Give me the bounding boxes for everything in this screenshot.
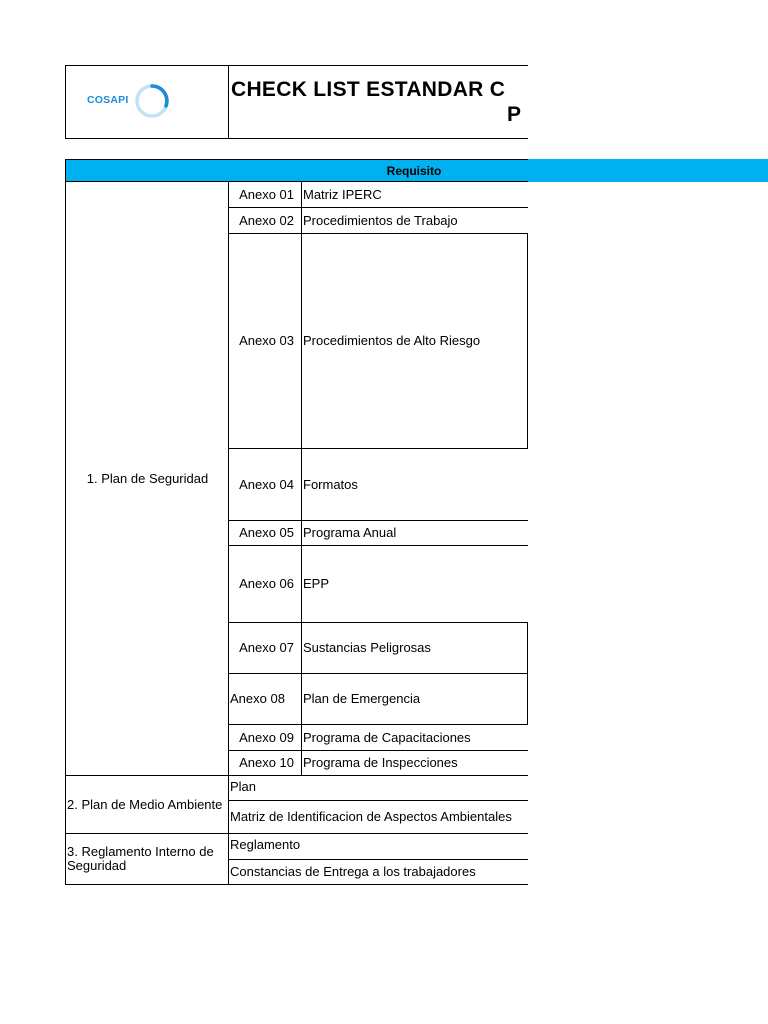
annex-code-10: Anexo 10 (228, 750, 302, 776)
annex-name-01: Matriz IPERC (301, 182, 528, 208)
item-plan: Plan (228, 775, 528, 801)
item-matriz-aspectos: Matriz de Identificacion de Aspectos Ambientales (228, 800, 528, 834)
annex-name-04: Formatos (301, 448, 528, 521)
annex-code-06: Anexo 06 (228, 545, 302, 623)
annex-name-02: Procedimientos de Trabajo (301, 207, 528, 234)
cosapi-ring-icon (133, 82, 171, 120)
annex-code-01: Anexo 01 (228, 182, 302, 208)
annex-name-03: Procedimientos de Alto Riesgo (301, 233, 528, 449)
annex-code-08: Anexo 08 (228, 673, 302, 725)
document-header (65, 65, 528, 139)
annex-code-09: Anexo 09 (228, 724, 302, 751)
annex-code-05: Anexo 05 (228, 520, 302, 546)
section-plan-medio-ambiente (65, 775, 229, 834)
section-label: 1. Plan de Seguridad (86, 471, 209, 486)
annex-code-02: Anexo 02 (228, 207, 302, 234)
annex-name-10: Programa de Inspecciones (301, 750, 528, 776)
annex-name-09: Programa de Capacitaciones (301, 724, 528, 751)
annex-code-04: Anexo 04 (228, 448, 302, 521)
annex-code-03: Anexo 03 (228, 233, 302, 449)
annex-name-05: Programa Anual (301, 520, 528, 546)
section-label-line2: Seguridad (67, 857, 127, 873)
section-reglamento-interno (65, 833, 229, 885)
section-plan-seguridad (65, 182, 229, 776)
annex-name-06: EPP (301, 545, 528, 623)
logo-cell (66, 66, 229, 138)
section-label: 2. Plan de Medio Ambiente (67, 796, 223, 812)
item-reglamento: Reglamento (228, 833, 528, 860)
title-area (229, 66, 529, 138)
section-label-line1: 3. Reglamento Interno de (67, 843, 214, 859)
item-constancias-entrega: Constancias de Entrega a los trabajadores (228, 859, 528, 885)
annex-name-07: Sustancias Peligrosas (301, 622, 528, 674)
requirement-header-label: Requisito (386, 163, 442, 178)
document-title-line2: P (507, 103, 522, 126)
annex-code-07: Anexo 07 (228, 622, 302, 674)
annex-name-08: Plan de Emergencia (301, 673, 528, 725)
document-title: CHECK LIST ESTANDAR C (231, 78, 506, 101)
company-logo-text: COSAPI (87, 94, 129, 106)
